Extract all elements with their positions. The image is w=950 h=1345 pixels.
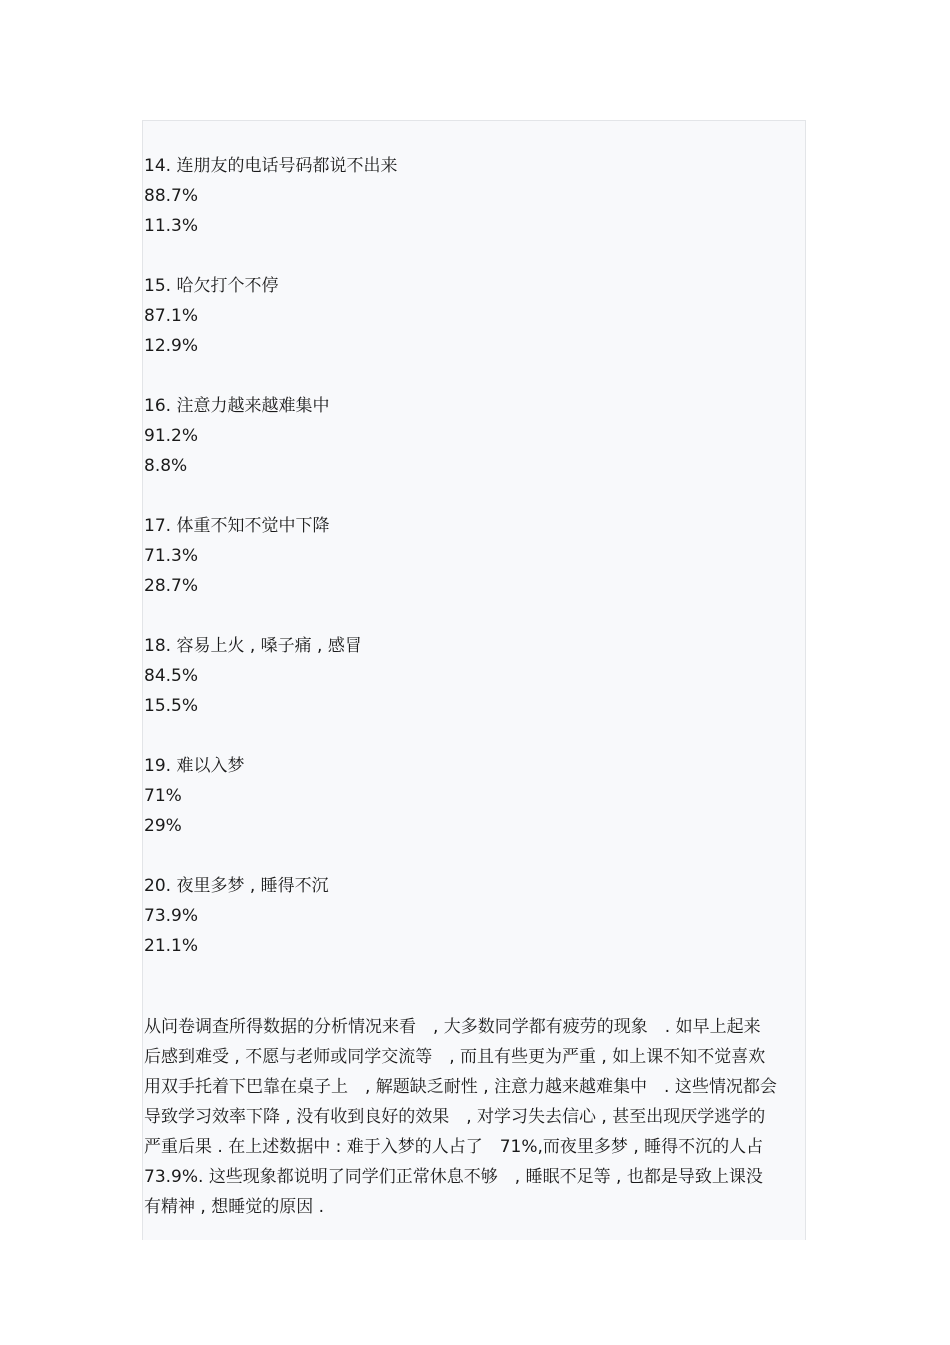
yes-percentage: 84.5% xyxy=(144,666,199,686)
yes-percentage: 71% xyxy=(144,786,182,806)
yes-percentage: 88.7% xyxy=(144,186,199,206)
question-text: 18. 容易上火 , 嗓子痛 , 感冒 xyxy=(144,636,362,656)
summary-line: 导致学习效率下降 , 没有收到良好的效果 , 对学习失去信心 , 甚至出现厌学逃学的 xyxy=(144,1107,766,1127)
no-percentage: 15.5% xyxy=(144,696,199,716)
question-text: 15. 哈欠打个不停 xyxy=(144,276,279,296)
summary-line: 用双手托着下巴靠在桌子上 , 解题缺乏耐性 , 注意力越来越难集中 . 这些情况都会 xyxy=(144,1077,777,1097)
survey-item-16 xyxy=(143,391,805,481)
no-percentage: 29% xyxy=(144,816,182,836)
yes-percentage: 71.3% xyxy=(144,546,199,566)
survey-item-14 xyxy=(143,151,805,241)
yes-percentage: 73.9% xyxy=(144,906,199,926)
yes-percentage: 91.2% xyxy=(144,426,199,446)
summary-line: 从问卷调查所得数据的分析情况来看 , 大多数同学都有疲劳的现象 . 如早上起来 xyxy=(144,1017,761,1037)
survey-item-17 xyxy=(143,511,805,601)
document-page xyxy=(142,120,806,1240)
survey-item-15 xyxy=(143,271,805,361)
summary-line: 有精神 , 想睡觉的原因 . xyxy=(144,1197,325,1217)
yes-percentage: 87.1% xyxy=(144,306,199,326)
question-text: 17. 体重不知不觉中下降 xyxy=(144,516,330,536)
no-percentage: 11.3% xyxy=(144,216,199,236)
summary-paragraph xyxy=(143,1012,804,1222)
survey-item-20 xyxy=(143,871,805,961)
summary-line: 后感到难受 , 不愿与老师或同学交流等 , 而且有些更为严重 , 如上课不知不觉喜欢 xyxy=(144,1047,766,1067)
summary-line: 73.9%. 这些现象都说明了同学们正常休息不够 , 睡眠不足等 , 也都是导致上课没 xyxy=(144,1167,763,1187)
no-percentage: 8.8% xyxy=(144,456,188,476)
survey-results-list xyxy=(143,151,805,991)
summary-line: 严重后果 . 在上述数据中 : 难于入梦的人占了 71%,而夜里多梦 , 睡得不沉的人占 xyxy=(144,1137,764,1157)
question-text: 14. 连朋友的电话号码都说不出来 xyxy=(144,156,398,176)
survey-item-18 xyxy=(143,631,805,721)
no-percentage: 21.1% xyxy=(144,936,199,956)
question-text: 20. 夜里多梦 , 睡得不沉 xyxy=(144,876,329,896)
question-text: 19. 难以入梦 xyxy=(144,756,245,776)
no-percentage: 28.7% xyxy=(144,576,199,596)
question-text: 16. 注意力越来越难集中 xyxy=(144,396,330,416)
no-percentage: 12.9% xyxy=(144,336,199,356)
survey-item-19 xyxy=(143,751,805,841)
